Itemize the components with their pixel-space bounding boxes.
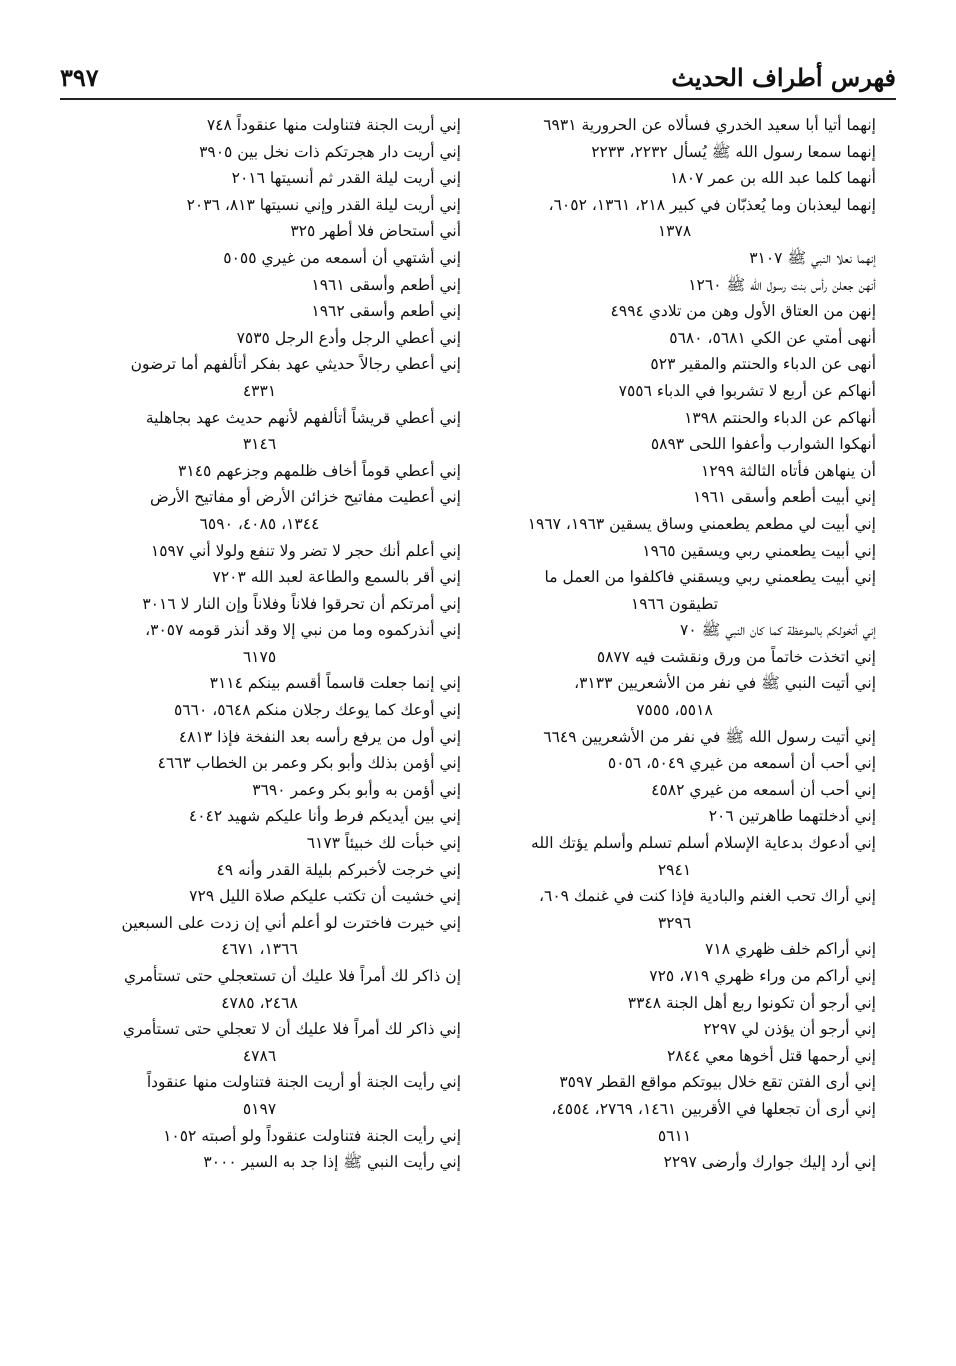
hadith-index-entry (491, 458, 876, 485)
entry-text: إني أريت الجنة فتناولت منها عنقوداً ٧٤٨ (206, 116, 461, 134)
hadith-index-entry (76, 1149, 461, 1176)
entry-text: إني أبيت يطعمني ربي ويسقني فاكلفوا من العمل ما (544, 568, 876, 587)
hadith-index-entry (491, 617, 876, 644)
entry-text: إني أراكم من وراء ظهري ٧١٩، ٧٢٥ (649, 967, 876, 985)
entry-text: إنهن من العتاق الأول وهن من تلادي ٤٩٩٤ (610, 302, 876, 321)
hadith-index-entry (76, 777, 461, 804)
hadith-index-entry (76, 1069, 461, 1122)
entry-continuation: ٢٩٤١ (657, 860, 692, 879)
hadith-index-entry (491, 1043, 876, 1070)
hadith-index-entry (491, 484, 876, 511)
hadith-index-entry (76, 910, 461, 963)
entry-text: إن ذاكر لك أمراً فلا عليك أن تستعجلي حتى تستأمري (124, 967, 461, 985)
entry-continuation: تطيقون ١٩٦٦ (630, 594, 719, 613)
entry-text: أنهن جعلن رأس بنت رسول الله ﷺ ١٢٦٠ (688, 275, 876, 294)
hadith-index-entry (76, 724, 461, 751)
hadith-index-entry (76, 458, 461, 485)
entry-continuation: ١٣٦٦، ٤٦٧١ (221, 940, 298, 959)
entry-continuation: ٤٧٨٦ (242, 1046, 277, 1065)
entry-text: إني أتيت رسول الله ﷺ في نفر من الأشعريين ٦٦٤٩ (543, 727, 876, 746)
entry-text: أنهما كلما عبد الله بن عمر ١٨٠٧ (670, 169, 876, 188)
hadith-index-entry (76, 351, 461, 404)
hadith-index-entry (491, 724, 876, 751)
entry-text: إني أبيت يطعمني ربي ويسقين ١٩٦٥ (642, 541, 876, 560)
hadith-index-entry (491, 511, 876, 538)
entry-continuation: ١٣٤٤، ٤٠٨٥، ٦٥٩٠ (199, 514, 320, 533)
hadith-index-entry (76, 218, 461, 245)
entry-text: أنهى أمتي عن الكي ٥٦٨١، ٥٦٨٠ (669, 328, 876, 347)
page-number: ٣٩٧ (60, 63, 99, 92)
hadith-index-entry (491, 272, 876, 299)
entry-text: إني أوعك كما يوعك رجلان منكم ٥٦٤٨، ٥٦٦٠ (173, 701, 461, 720)
entry-text: إني أريت ليلة القدر وإني نسيتها ٨١٣، ٢٠٣٦ (186, 195, 461, 214)
hadith-index-entry (76, 670, 461, 697)
hadith-index-entry (491, 936, 876, 963)
hadith-index-entry (491, 750, 876, 777)
entry-text: أنهاكم عن الدباء والحنتم ١٣٩٨ (684, 408, 876, 427)
entry-text: إني أرد إليك جوارك وأرضى ٢٢٩٧ (663, 1153, 876, 1172)
hadith-index-entry (491, 777, 876, 804)
hadith-index-entry (491, 830, 876, 883)
hadith-index-entry (76, 245, 461, 272)
hadith-index-entry (491, 351, 876, 378)
hadith-index-entry (76, 112, 461, 139)
hadith-index-entry (491, 139, 876, 166)
hadith-index-entry (76, 1123, 461, 1150)
hadith-index-entry (491, 1069, 876, 1096)
entry-text: إني أول من يرفع رأسه بعد النفخة فإذا ٤٨١٣ (178, 727, 461, 746)
entry-text: إني أبيت لي مطعم يطعمني وساق يسقين ١٩٦٣، ١٩٦٧ (527, 514, 876, 533)
hadith-index-entry (76, 538, 461, 565)
entry-text: إني أعطيت مفاتيح خزائن الأرض أو مفاتيح الأرض (149, 488, 461, 507)
hadith-index-entry (76, 192, 461, 219)
entry-text: إني أرجو أن تكونوا ربع أهل الجنة ٣٣٤٨ (627, 993, 876, 1012)
entry-text: إني أحب أن أسمعه من غيري ٥٠٤٩، ٥٠٥٦ (607, 754, 876, 773)
entry-text: أنهاكم عن أربع لا تشربوا في الدباء ٧٥٥٦ (618, 381, 876, 400)
entry-text: إني أعطي قوماً أخاف ظلمهم وجزعهم ٣١٤٥ (178, 461, 461, 480)
hadith-index-entry (491, 1096, 876, 1149)
entry-text: إني أشتهي أن أسمعه من غيري ٥٠٥٥ (223, 248, 461, 267)
hadith-index-entry (491, 298, 876, 325)
entry-text: إني أرى أن تجعلها في الأقربين ١٤٦١، ٢٧٦٩، ٤٥٥٤، (551, 1099, 876, 1118)
entry-text: إني إنما جعلت قاسماً أقسم بينكم ٣١١٤ (209, 674, 461, 693)
hadith-index-entry (76, 484, 461, 537)
entry-text: إني رأيت النبي ﷺ إذا جد به السير ٣٠٠٠ (203, 1153, 461, 1172)
hadith-index-entry (76, 857, 461, 884)
entry-text: إني أريت ليلة القدر ثم أنسيتها ٢٠١٦ (231, 169, 461, 188)
hadith-index-entry (491, 192, 876, 245)
entry-text: إنهما سمعا رسول الله ﷺ يُسأل ٢٢٣٢، ٢٢٣٣ (591, 142, 876, 161)
hadith-index-entry (76, 1016, 461, 1069)
entry-text: إني خبأت لك خبيئاً ٦١٧٣ (306, 834, 461, 853)
entry-text: إنهما أتيا أبا سعيد الخدري فسألاه عن الحرورية ٦٩٣١ (543, 116, 876, 134)
entry-continuation: ٥٥١٨، ٧٥٥٥ (636, 701, 713, 720)
hadith-index-entry (491, 1149, 876, 1176)
entry-text: إني أؤمن به وأبو بكر وعمر ٣٦٩٠ (252, 780, 461, 799)
entry-text: إني ذاكر لك أمراً فلا عليك أن لا تعجلي حتى تستأمري (122, 1020, 461, 1039)
entry-text: إني أبيت أطعم وأسقى ١٩٦١ (692, 488, 876, 507)
hadith-index-entry (491, 431, 876, 458)
hadith-index-entry (491, 405, 876, 432)
entry-continuation: ٥١٩٧ (242, 1099, 277, 1118)
hadith-index-entry (491, 670, 876, 723)
hadith-index-entry (76, 883, 461, 910)
entry-continuation: ١٣٧٨ (657, 222, 692, 241)
hadith-index-entry (491, 245, 876, 272)
entry-text: أنهكوا الشوارب وأعفوا اللحى ٥٨٩٣ (650, 435, 876, 454)
entry-text: إني أدخلتهما طاهرتين ٢٠٦ (708, 807, 876, 826)
entry-text: إني رأيت الجنة أو أريت الجنة فتناولت منها عنقوداً (146, 1073, 461, 1092)
entry-text: إني أرجو أن يؤذن لي ٢٢٩٧ (703, 1020, 876, 1039)
hadith-index-entry (76, 325, 461, 352)
hadith-index-entry (76, 298, 461, 325)
entry-text: إني أعطي قريشاً أتألفهم لأنهم حديث عهد بجاهلية (145, 408, 461, 427)
entry-continuation: ٦١٧٥ (242, 647, 277, 666)
entry-text: إني أريت دار هجرتكم ذات نخل بين ٣٩٠٥ (199, 142, 461, 161)
entry-continuation: ٣١٤٦ (242, 435, 277, 454)
right-column (491, 112, 876, 1176)
entry-text: إني اتخذت خاتماً من ورق ونقشت فيه ٥٨٧٧ (596, 647, 876, 666)
entry-text: إني بين أيديكم فرط وأنا عليكم شهيد ٤٠٤٢ (188, 807, 461, 826)
entry-text: إني خشيت أن تكتب عليكم صلاة الليل ٧٢٩ (189, 887, 461, 906)
entry-text: إني أعطي الرجل وأدع الرجل ٧٥٣٥ (236, 328, 461, 347)
entry-text: إني أرحمها قتل أخوها معي ٢٨٤٤ (666, 1046, 876, 1065)
entry-text: أن ينهاهن فأتاه الثالثة ١٢٩٩ (701, 461, 876, 480)
hadith-index-entry (491, 112, 876, 139)
hadith-index-entry (491, 325, 876, 352)
entry-text: إني أمرتكم أن تحرقوا فلاناً وفلاناً وإن النار لا ٣٠١٦ (142, 594, 461, 613)
entry-text: إني خيرت فاخترت لو أعلم أني إن زدت على السبعين (121, 913, 461, 932)
entry-text: إني أعلم أنك حجر لا تضر ولا تنفع ولولا أني ١٥٩٧ (150, 541, 461, 560)
hadith-index-entry (491, 803, 876, 830)
entry-text: إني رأيت الجنة فتناولت عنقوداً ولو أصبته ١٠٥٢ (163, 1126, 461, 1145)
entry-text: إني أحب أن أسمعه من غيري ٤٥٨٢ (651, 780, 876, 799)
entry-text: إني أعطي رجالاً حديثي عهد بفكر أتألفهم أما ترضون (130, 355, 461, 374)
entry-continuation: ٥٦١١ (657, 1126, 692, 1145)
hadith-index-entry (76, 405, 461, 458)
running-title: فهرس أطراف الحديث (671, 63, 896, 92)
entry-text: إني أقر بالسمع والطاعة لعبد الله ٧٢٠٣ (212, 568, 461, 587)
hadith-index-entry (491, 538, 876, 565)
left-column (76, 112, 461, 1176)
hadith-index-entry (76, 139, 461, 166)
entry-text: إني أطعم وأسقى ١٩٦٢ (311, 302, 461, 321)
entry-text: إني أؤمن بذلك وأبو بكر وعمر بن الخطاب ٤٦٦٣ (157, 754, 461, 773)
hadith-index-entry (491, 963, 876, 990)
hadith-index-entry (76, 697, 461, 724)
entry-text: إني خرجت لأخبركم بليلة القدر وأنه ٤٩ (216, 860, 461, 879)
hadith-index-entry (76, 165, 461, 192)
entry-text: إني أرى الفتن تقع خلال بيوتكم مواقع القطر ٣٥٩٧ (559, 1073, 876, 1092)
hadith-index-entry (76, 564, 461, 591)
hadith-index-entry (491, 165, 876, 192)
entry-text: إني أنذركموه وما من نبي إلا وقد أنذر قومه ٣٠٥٧، (145, 621, 461, 640)
hadith-index-entry (76, 272, 461, 299)
entry-continuation: ٢٤٦٨، ٤٧٨٥ (221, 993, 298, 1012)
entry-text: أني أستحاض فلا أطهر ٣٢٥ (290, 222, 461, 241)
hadith-index-entry (491, 990, 876, 1017)
entry-text: إنهما ليعذبان وما يُعذبّان في كبير ٢١٨، ١٣٦١، ٦٠٥٢، (548, 195, 876, 214)
hadith-index-entry (76, 750, 461, 777)
hadith-index-entry (76, 963, 461, 1016)
hadith-index-entry (76, 591, 461, 618)
entry-text: إني أطعم وأسقى ١٩٦١ (311, 275, 461, 294)
hadith-index-entry (491, 644, 876, 671)
entry-text: إني أراك تحب الغنم والبادية فإذا كنت في غنمك ٦٠٩، (539, 887, 876, 906)
page-header (60, 52, 896, 100)
hadith-index-entry (491, 883, 876, 936)
hadith-index-entry (76, 617, 461, 670)
entry-text: إنهما نعلا النبي ﷺ ٣١٠٧ (749, 248, 876, 267)
entry-text: أنهى عن الدباء والحنتم والمقير ٥٢٣ (650, 355, 876, 374)
entry-text: إني أدعوك بدعاية الإسلام أسلم تسلم وأسلم يؤتك الله (531, 834, 876, 853)
hadith-index-entry (491, 564, 876, 617)
entry-text: إني أتخولكم بالموعظة كما كان النبي ﷺ ٧٠ (680, 621, 876, 640)
entry-continuation: ٣٢٩٦ (657, 913, 692, 932)
hadith-index-entry (491, 378, 876, 405)
hadith-index-entry (76, 830, 461, 857)
entry-text: إني أراكم خلف ظهري ٧١٨ (705, 940, 876, 959)
entry-continuation: ٤٣٣١ (242, 381, 277, 400)
hadith-index-entry (76, 803, 461, 830)
hadith-index-entry (491, 1016, 876, 1043)
entry-text: إني أتيت النبي ﷺ في نفر من الأشعريين ٣١٣٣، (574, 674, 876, 693)
